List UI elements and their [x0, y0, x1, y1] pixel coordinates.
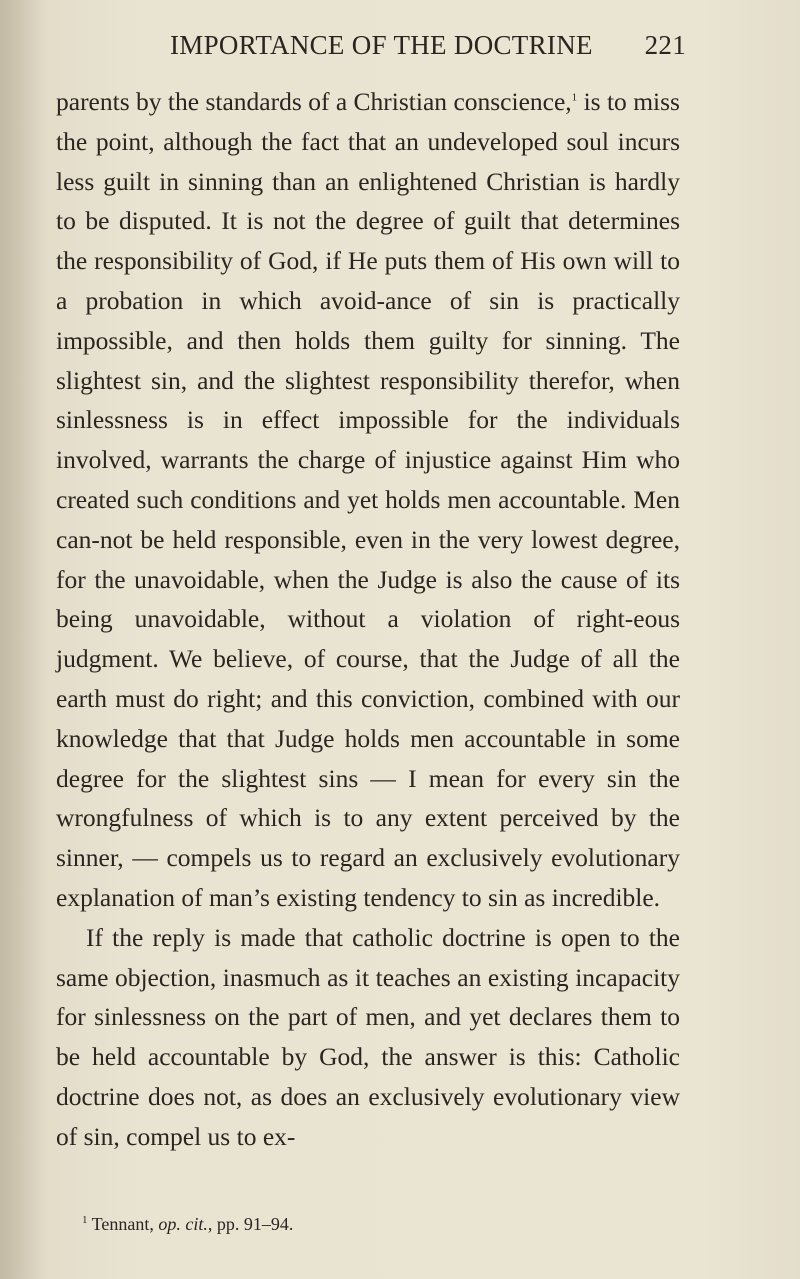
- running-title: IMPORTANCE OF THE DOCTRINE: [170, 30, 593, 60]
- footnote: [82, 1214, 293, 1235]
- footnote-work: op. cit.: [158, 1214, 208, 1234]
- footnote-reference: 1: [571, 91, 578, 104]
- paragraph-1-rest: is to miss the point, although the fact that an undeveloped soul incurs less guilt in sinning than an enlightened Christian is hardly to be disputed. It is not the degree of guilt that determines the responsibility of God, if He puts them of His own will to a probation in which avoid-ance of sin is practically impossible, and then holds them guilty for sinning. The slightest sin, and the slightest responsibility therefor, when sinlessness is in effect impossible for the individuals involved, warrants the charge of injustice against Him who created such conditions and yet holds men accountable. Men can-not be held responsible, even in the very lowest degree, for the unavoidable, when the Judge is also the cause of its being unavoidable, without a violation of right-eous judgment. We believe, of course, that the Judge of all the earth must do right; and this conviction, combined with our knowledge that that Judge holds men accountable in some degree for the slightest sins — I mean for every sin the wrongfulness of which is to any extent perceived by the sinner, — compels us to regard an exclusively evolutionary explanation of man’s existing tendency to sin as incredible.: [56, 87, 680, 912]
- running-head: [100, 26, 700, 66]
- footnote-pages: , pp. 91–94.: [207, 1214, 294, 1234]
- footnote-author: Tennant,: [87, 1214, 159, 1234]
- paragraph-2: If the reply is made that catholic doctrine is open to the same objection, inasmuch as it teaches an existing incapacity for sinlessness on the part of men, and yet declares them to be held accountable by God, the answer is this: Catholic doctrine does not, as does an exclusively evolutionary view of sin, compel us to ex-: [56, 922, 680, 1151]
- paragraph-1-start: parents by the standards of a Christian conscience,: [56, 87, 572, 116]
- page-number: 221: [644, 30, 686, 60]
- spine-shadow: [0, 0, 48, 1279]
- footnote-mark: 1: [82, 1214, 88, 1226]
- body-text: [56, 82, 680, 1157]
- paragraph-1: [56, 82, 680, 918]
